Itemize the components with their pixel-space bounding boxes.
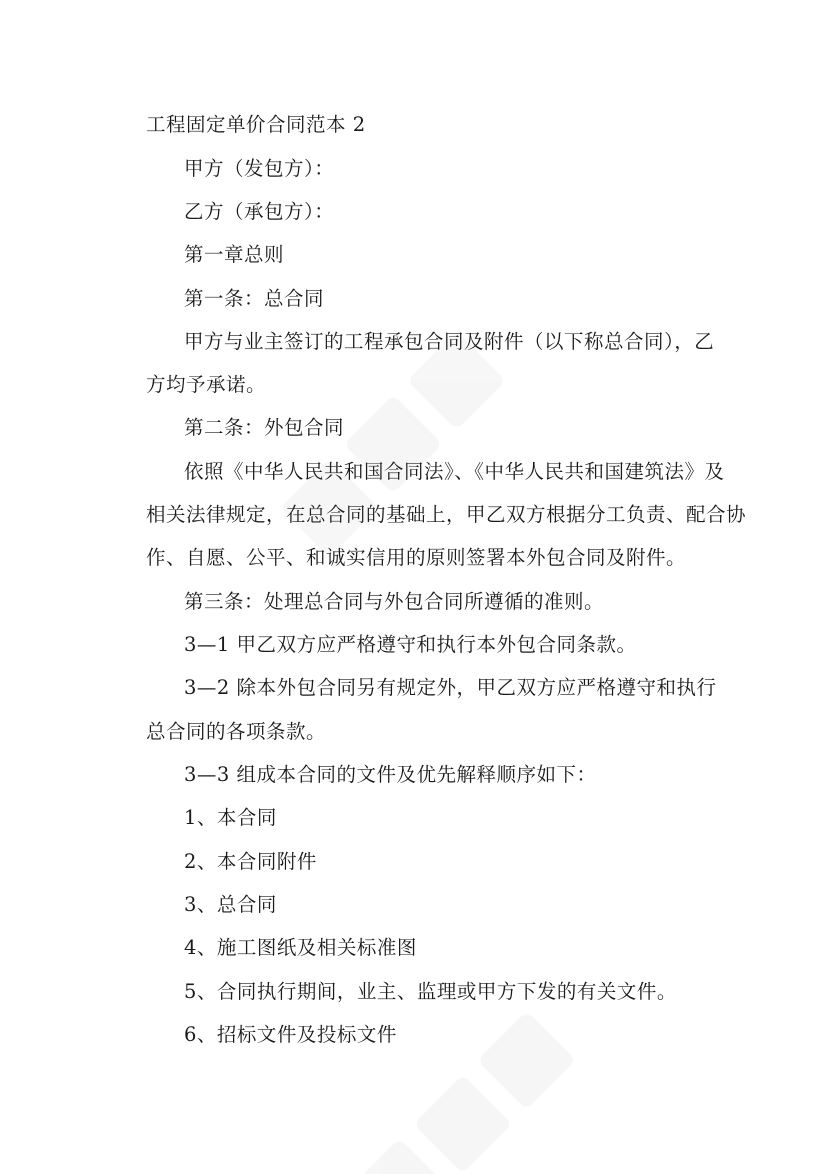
document-title: 工程固定单价合同范本 2 [146,113,366,136]
article-2-text-line: 相关法律规定，在总合同的基础上，甲乙双方根据分工负责、配合协 [146,503,747,526]
article-2-text-line: 作、自愿、公平、和诚实信用的原则签署本外包合同及附件。 [146,546,687,569]
list-item: 6、招标文件及投标文件 [184,1023,397,1046]
party-a-label: 甲方（发包方）： [184,157,335,180]
article-1-heading: 第一条：总合同 [184,287,325,310]
article-2-heading: 第二条：外包合同 [184,416,345,439]
list-item: 3、总合同 [184,893,277,916]
article-3-heading: 第三条：处理总合同与外包合同所遵循的准则。 [184,590,605,613]
list-item: 4、施工图纸及相关标准图 [184,936,417,959]
list-item: 5、合同执行期间，业主、监理或甲方下发的有关文件。 [184,980,677,1003]
clause-3-2-line: 3—2 除本外包合同另有规定外，甲乙双方应严格遵守和执行 [184,676,717,699]
clause-3-3: 3—3 组成本合同的文件及优先解释顺序如下： [184,763,597,786]
list-item: 2、本合同附件 [184,850,317,873]
chapter-heading: 第一章总则 [184,243,285,266]
article-1-text-line: 甲方与业主签订的工程承包合同及附件（以下称总合同），乙 [184,330,715,353]
article-2-text-line: 依照《中华人民共和国合同法》、《中华人民共和国建筑法》及 [184,460,725,483]
list-item: 1、本合同 [184,806,277,829]
article-1-text-line: 方均予承诺。 [146,373,267,396]
clause-3-2-line: 总合同的各项条款。 [146,720,327,743]
clause-3-1: 3—1 甲乙双方应严格遵守和执行本外包合同条款。 [184,633,637,656]
party-b-label: 乙方（承包方）： [184,200,335,223]
